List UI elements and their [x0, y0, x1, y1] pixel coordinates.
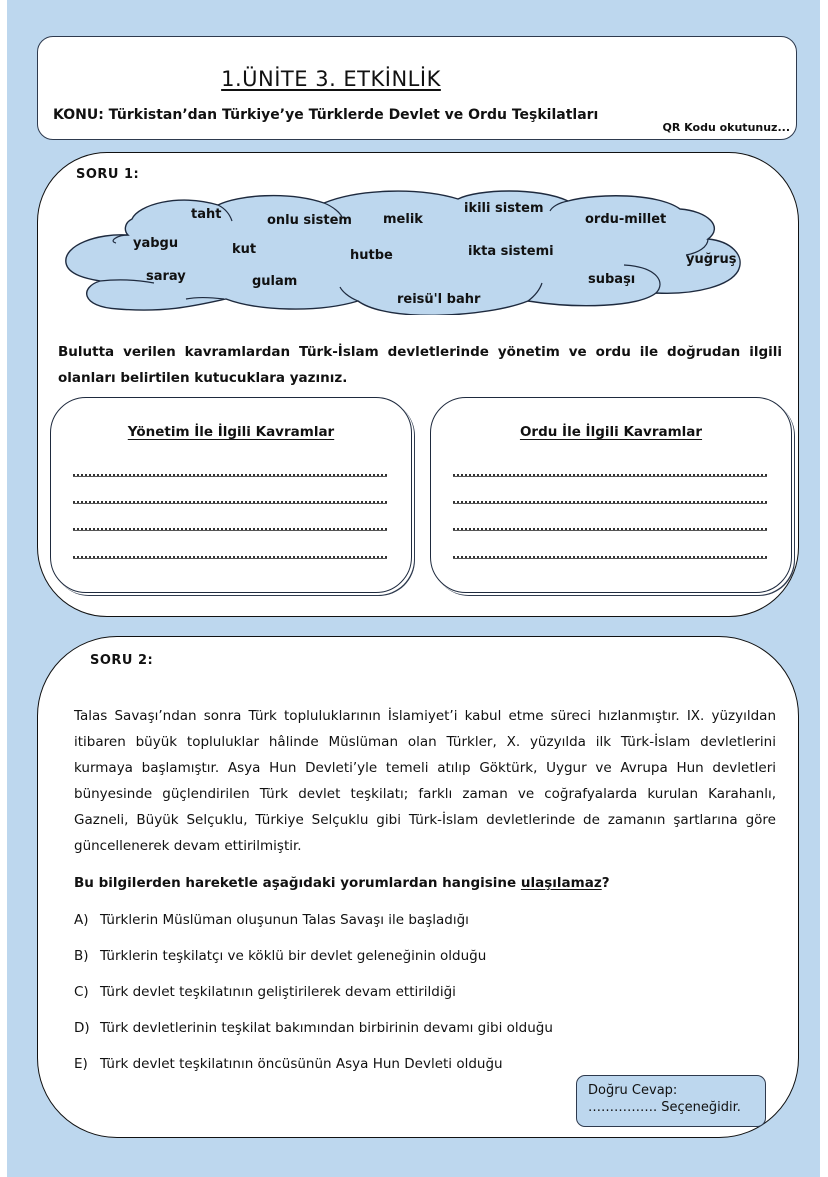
option-d[interactable] — [74, 1020, 553, 1036]
unit-title-text: 1.ÜNİTE 3. ETKİNLİK — [221, 67, 441, 91]
question-2-prompt — [74, 875, 610, 891]
answer-line[interactable] — [453, 526, 767, 530]
cloud-word: yuğruş — [686, 252, 737, 267]
question-1-section — [37, 152, 799, 617]
unit-title — [38, 67, 796, 91]
option-letter: B) — [74, 948, 89, 964]
answer-line[interactable] — [73, 554, 387, 558]
option-text: Türk devlet teşkilatının öncüsünün Asya Hun Devleti olduğu — [100, 1056, 503, 1072]
cloud-word: hutbe — [350, 248, 393, 263]
answer-blank: ……………. — [588, 1100, 658, 1115]
cloud-word: ordu-millet — [585, 212, 667, 227]
cloud-word: yabgu — [133, 236, 179, 251]
answer-line[interactable] — [453, 472, 767, 476]
question-1-instruction: Bulutta verilen kavramlardan Türk-İslam devletlerinde yönetim ve ordu ile doğrudan ilgili olanları belirtilen kutucuklara yazınız. — [58, 344, 782, 386]
subject-line: KONU: Türkistan’dan Türkiye’ye Türklerde Devlet ve Ordu Teşkilatları — [53, 107, 599, 123]
answer-line[interactable] — [453, 499, 767, 503]
answer-line[interactable] — [73, 472, 387, 476]
cloud-word: taht — [191, 207, 222, 222]
option-text: Türklerin teşkilatçı ve köklü bir devlet geleneğinin olduğu — [100, 948, 487, 964]
option-b[interactable] — [74, 948, 486, 964]
option-text: Türk devletlerinin teşkilat bakımından birbirinin devamı gibi olduğu — [100, 1020, 553, 1036]
cloud-word: subaşı — [588, 272, 636, 287]
option-letter: A) — [74, 912, 89, 928]
management-concepts-box — [50, 397, 412, 593]
question-2-section — [37, 636, 799, 1138]
correct-answer-box[interactable] — [576, 1075, 766, 1127]
header-box — [37, 36, 797, 140]
question-2-label: SORU 2: — [90, 653, 154, 668]
option-e[interactable] — [74, 1056, 503, 1072]
management-concepts-title: Yönetim İle İlgili Kavramlar — [127, 424, 335, 440]
cloud-word: gulam — [252, 274, 298, 289]
answer-line[interactable] — [73, 499, 387, 503]
cloud-word: melik — [383, 212, 423, 227]
cloud-word: ikta sistemi — [468, 244, 554, 259]
cloud-word: kut — [232, 242, 257, 257]
option-letter: C) — [74, 984, 89, 1000]
question-2-passage: Talas Savaşı’ndan sonra Türk topluluklarının İslamiyet’i kabul etme süreci hızlanmıştır. IX. yüzyıldan itibaren büyük topluluklar hâlinde Müslüman olan Türkler, X. yüzyılda ilk Türk-İslam devletlerini kurmaya başlamıştır. Asya Hun Devleti’yle temeli atılıp Göktürk, Uygur ve Avrupa Hun devletleri bünyesinde güçlendirilen Türk devlet teşkilatı; farklı zaman ve coğrafyalarda kurulan Karahanlı, Gazneli, Büyük Selçuklu, Türkiye Selçuklu gibi Türk-İslam devletlerinde de zamanın şartlarına göre güncellenerek devam ettirilmiştir. — [74, 708, 776, 854]
option-letter: D) — [74, 1020, 90, 1036]
cloud-word: onlu sistem — [267, 213, 352, 228]
question-1-label: SORU 1: — [76, 167, 140, 182]
cloud-word: ikili sistem — [464, 201, 544, 216]
answer-label: Doğru Cevap: — [588, 1083, 678, 1098]
army-concepts-title: Ordu İle İlgili Kavramlar — [519, 424, 703, 440]
answer-line[interactable] — [453, 554, 767, 558]
question-emphasis: ulaşılamaz — [520, 875, 602, 891]
cloud-word: reisü'l bahr — [397, 292, 481, 307]
army-concepts-box — [430, 397, 792, 593]
answer-line — [588, 1099, 765, 1116]
option-text: Türk devlet teşkilatının geliştirilerek devam ettirildiği — [100, 984, 456, 1000]
answer-suffix: Seçeneğidir. — [657, 1100, 741, 1115]
qr-note: QR Kodu okutunuz... — [662, 121, 790, 134]
question-suffix: ? — [601, 875, 610, 891]
option-text: Türklerin Müslüman oluşunun Talas Savaşı ile başladığı — [100, 912, 469, 928]
option-letter: E) — [74, 1056, 88, 1072]
cloud-word: saray — [146, 269, 186, 284]
option-c[interactable] — [74, 984, 456, 1000]
answer-line[interactable] — [73, 526, 387, 530]
question-prefix: Bu bilgilerden hareketle aşağıdaki yorumlardan hangisine — [74, 875, 521, 891]
option-a[interactable] — [74, 912, 469, 928]
